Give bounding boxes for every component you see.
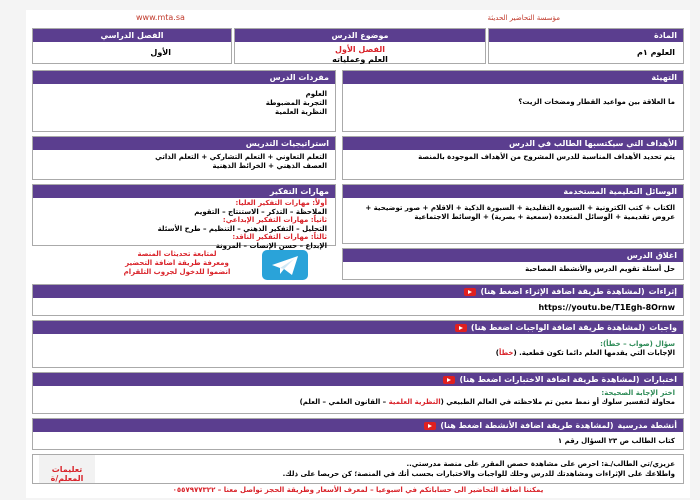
tests-prompt: اختر الإجابة الصحيحة:	[601, 389, 675, 397]
resources-text: الكتاب + كتب الكترونية + السبورة التقليدية + السبورة الذكية + الاقلام + صور توضيحية + عروض تقديمية + الوسائل المتعددة (سمعية + بصرية) + الوسائط الاجتماعية	[365, 204, 675, 221]
thinking-text: التحليل – التفكير الذهني – التنظيم – طرح الأسئلة	[157, 224, 327, 233]
thinking-section	[32, 184, 336, 250]
closing-label: اغلاق الدرس	[343, 249, 683, 262]
youtube-icon[interactable]	[464, 288, 476, 296]
youtube-icon[interactable]	[424, 422, 436, 430]
objectives-label: الأهداف التي سيكتسبها الطالب في الدرس	[343, 137, 683, 150]
tips-label: تعليمات المعلم/ة	[39, 455, 95, 483]
term-cell	[32, 28, 232, 64]
term-value: الأول	[150, 48, 171, 57]
vocab-label: مفردات الدرس	[33, 71, 335, 84]
subject-label: المادة	[489, 29, 683, 42]
tests-answer: النظرية العلمية	[388, 398, 441, 406]
enrichment-bar	[33, 285, 683, 298]
tests-bar	[33, 373, 683, 386]
thinking-label: مهارات التفكير	[33, 185, 335, 198]
closing-section	[342, 248, 684, 280]
strategies-body	[33, 150, 335, 174]
enrichment-label: إثراءات	[648, 287, 677, 296]
activities-bar	[33, 419, 683, 432]
telegram-promo-text	[102, 250, 252, 277]
term-label: الفصل الدراسي	[33, 29, 231, 42]
vocab-item: النظرية العلمية	[274, 108, 327, 116]
homework-section	[32, 320, 684, 368]
lesson-header	[32, 28, 684, 64]
strategies-label: استراتيجيات التدريس	[33, 137, 335, 150]
telegram-promo[interactable]	[32, 250, 336, 282]
resources-label: الوسائل التعليمية المستخدمة	[343, 185, 683, 198]
enrichment-link[interactable]: (لمشاهدة طريقة اضافة الإثراء اضغط هنا)	[480, 287, 645, 296]
youtube-icon[interactable]	[443, 376, 455, 384]
enrichment-url[interactable]: https://youtu.be/T1Egh-8Ornw	[538, 303, 675, 312]
activities-text: كتاب الطالب ص ٢٣ السؤال رقم ١	[557, 437, 675, 445]
site-url[interactable]: www.mta.sa	[136, 13, 185, 22]
strategies-section	[32, 136, 336, 180]
intro-text: ما العلاقة بين مواعيد القطار ومضخات الزيت؟	[518, 98, 675, 106]
topic-label: موضوع الدرس	[235, 29, 485, 42]
thinking-text: الملاحظة – التذكر – الاستنتاج – التقويم	[194, 207, 327, 216]
objectives-section	[342, 136, 684, 180]
promo-line: انضموا للدخول لجروب التلقرام	[123, 268, 231, 276]
homework-bar	[33, 321, 683, 334]
thinking-heading: أولاً: مهارات التفكير العليا:	[235, 199, 327, 207]
intro-section	[342, 70, 684, 132]
lesson-plan-page	[26, 10, 690, 498]
vocab-section	[32, 70, 336, 132]
activities-link[interactable]: (لمشاهدة طريقة اضافة الأنشطة اضغط هنا)	[440, 421, 614, 430]
homework-link[interactable]: (لمشاهدة طريقة اضافة الواجبات اضغط هنا)	[470, 323, 646, 332]
tips-section	[32, 454, 684, 484]
topic-title: العلم وعملياته	[332, 55, 388, 64]
activities-section	[32, 418, 684, 450]
vocab-list	[33, 84, 335, 120]
tests-section	[32, 372, 684, 414]
homework-statement: الإجابات التي يقدمها العلم دائما تكون قطعية. (خطأ)	[495, 349, 675, 357]
top-line	[26, 12, 690, 24]
intro-label: التهيئة	[343, 71, 683, 84]
enrichment-section	[32, 284, 684, 316]
activities-label: أنشطة مدرسية	[617, 421, 677, 430]
vocab-item: التجربة المضبوطة	[265, 99, 327, 107]
homework-question-type: سؤال (صواب – خطأ):	[600, 340, 675, 348]
thinking-heading: ثانياً: مهارات التفكير الإبداعي:	[222, 216, 327, 224]
promo-line: لمتابعة تحديثات المنصة	[137, 250, 217, 258]
strategies-line: التعلم التعاوني + التعلم التشاركي + التعلم الذاتي	[155, 153, 327, 161]
topic-chapter: الفصل الأول	[335, 45, 385, 54]
promo-line: ومعرفة طريقة اضافة التحضير	[125, 259, 229, 267]
tests-body	[33, 386, 683, 410]
homework-body	[33, 334, 683, 361]
closing-text: حل أسئلة تقويم الدرس والأنشطة المصاحبة	[525, 265, 675, 273]
vocab-item: العلوم	[305, 90, 327, 98]
tests-question: محاولة لتفسير سلوك أو نمط معين تم ملاحظته في العالم الطبيعي (النظرية العلمية – القانون العلمي – العلم)	[299, 398, 675, 406]
thinking-text: الإبداع – حسن الإنصات – المرونة	[215, 241, 327, 250]
subject-cell	[488, 28, 684, 64]
thinking-heading: ثالثاً: مهارات التفكير الناقد:	[232, 233, 327, 241]
homework-label: واجبات	[649, 323, 677, 332]
tips-line: عزيزي/تي الطالب/ـة: احرص على مشاهدة حصص المقرر على منصة مدرستي..	[406, 460, 675, 468]
tests-link[interactable]: (لمشاهدة طريقة اضافة الاختبارات اضغط هنا)	[459, 375, 640, 384]
thinking-body	[33, 198, 335, 253]
strategies-line: العصف الذهني + الخرائط الذهنية	[212, 162, 327, 170]
tips-line: واطلاعك على الإثراءات ومشاهدتك للدرس وحلك للواجبات والاختبارات بحسب أنك في المنصة؛ كن حريصا على ذلك.	[282, 470, 675, 478]
homework-answer: خطأ	[498, 349, 514, 357]
org-name: مؤسسة التحاضير الحديثة	[487, 14, 560, 22]
telegram-icon[interactable]	[262, 250, 308, 280]
youtube-icon[interactable]	[455, 324, 467, 332]
topic-cell	[234, 28, 486, 64]
tips-body	[97, 455, 683, 482]
tests-label: اختبارات	[643, 375, 677, 384]
resources-section	[342, 184, 684, 244]
footer-note: يمكننا اضافة التحاضير الى حساباتكم في اسبوعيا – لمعرف الأسعار وطريقة الحجز تواصل معنا – ٠٥٥٧٩٧٧٣٢٢	[172, 486, 544, 494]
subject-value: العلوم ١م	[637, 48, 675, 57]
objectives-text: يتم تحديد الأهداف المناسبة للدرس المشروح من الأهداف الموجودة بالمنصة	[418, 153, 675, 161]
